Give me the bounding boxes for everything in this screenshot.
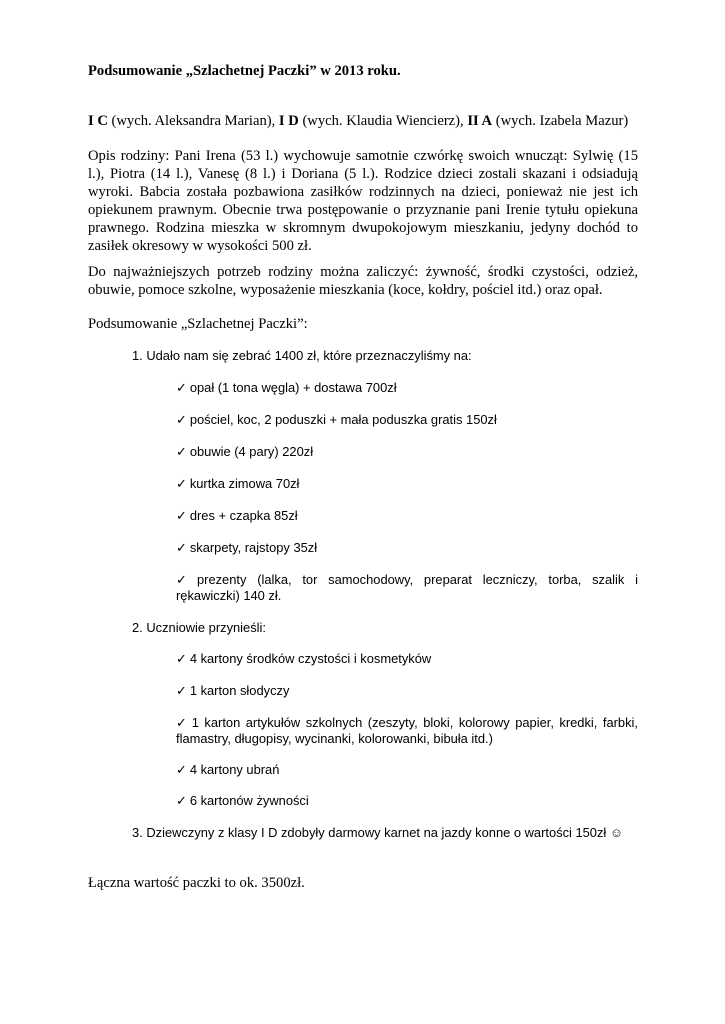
list-item: ✓ kurtka zimowa 70zł xyxy=(176,476,300,491)
list-item: ✓ skarpety, rajstopy 35zł xyxy=(176,540,318,555)
classes-line xyxy=(88,112,648,130)
class-name: I D xyxy=(278,113,299,129)
list-item: ✓ obuwie (4 pary) 220zł xyxy=(176,444,314,459)
item-1-label: 1. Udało nam się zebrać 1400 zł, które przeznaczyliśmy na: xyxy=(132,348,472,363)
list-item: ✓ 1 karton artykułów szkolnych (zeszyty, bloki, kolorowy papier, kredki, farbki, flamastry, długopisy, wycinanki, kolorowanki, bibuła itd.) xyxy=(176,715,638,746)
checkmark-icon: ✓ xyxy=(176,715,189,730)
family-needs: Do najważniejszych potrzeb rodziny można zaliczyć: żywność, środki czystości, odzież, obuwie, pomoce szkolne, wyposażenie mieszkania (koce, kołdry, pościel itd.) oraz opał. xyxy=(88,264,638,298)
class-name: II A xyxy=(467,113,493,129)
list-item: ✓ dres + czapka 85zł xyxy=(176,508,298,523)
checkmark-icon: ✓ xyxy=(176,380,187,395)
list-item: ✓ 1 karton słodyczy xyxy=(176,683,290,698)
list-item: ✓ 6 kartonów żywności xyxy=(176,793,309,808)
checkmark-icon: ✓ xyxy=(176,476,187,491)
checkmark-icon: ✓ xyxy=(176,508,187,523)
checkmark-icon: ✓ xyxy=(176,762,187,777)
checkmark-icon: ✓ xyxy=(176,540,187,555)
item-3-text: 3. Dziewczyny z klasy I D zdobyły darmowy karnet na jazdy konne o wartości 150zł ☺ xyxy=(132,825,624,840)
class-name: I C xyxy=(88,113,108,129)
family-description: Opis rodziny: Pani Irena (53 l.) wychowuje samotnie czwórkę swoich wnucząt: Sylwię (15 l.), Piotra (14 l.), Vanesę (8 l.) i Doriana (5 l.). Rodzice dzieci zostali skazani i odsiadują wyroki. Babcia została pozbawiona zasiłków rodzinnych na dzieci, ponieważ nie jest ich opiekunem prawnym. Obecnie trwa postępowanie o przyznanie pani Irenie tytułu opiekuna prawnego. Rodzina mieszka w skromnym dwupokojowym mieszkaniu, jedyny dochód to zasiłek okresowy w wysokości 500 zł. xyxy=(88,148,638,254)
list-item: ✓ prezenty (lalka, tor samochodowy, preparat leczniczy, torba, szalik i rękawiczki) 140 zł. xyxy=(176,572,638,603)
checkmark-icon: ✓ xyxy=(176,651,187,666)
document-title: Podsumowanie „Szlachetnej Paczki” w 2013 roku. xyxy=(88,63,401,79)
checkmark-icon: ✓ xyxy=(176,793,187,808)
class-teacher: (wych. Izabela Mazur) xyxy=(495,113,629,129)
list-item: ✓ opał (1 tona węgla) + dostawa 700zł xyxy=(176,380,397,395)
item-2-label: 2. Uczniowie przynieśli: xyxy=(132,620,266,635)
list-item: ✓ 4 kartony środków czystości i kosmetyków xyxy=(176,651,432,666)
list-item: ✓ 4 kartony ubrań xyxy=(176,762,280,777)
class-teacher: (wych. Aleksandra Marian), xyxy=(111,113,276,129)
list-item: ✓ pościel, koc, 2 poduszki + mała poduszka gratis 150zł xyxy=(176,412,497,427)
checkmark-icon: ✓ xyxy=(176,683,187,698)
checkmark-icon: ✓ xyxy=(176,572,194,587)
class-teacher: (wych. Klaudia Wiencierz), xyxy=(302,113,464,129)
summary-heading: Podsumowanie „Szlachetnej Paczki”: xyxy=(88,316,308,332)
total-value: Łączna wartość paczki to ok. 3500zł. xyxy=(88,875,305,891)
checkmark-icon: ✓ xyxy=(176,412,187,427)
checkmark-icon: ✓ xyxy=(176,444,187,459)
